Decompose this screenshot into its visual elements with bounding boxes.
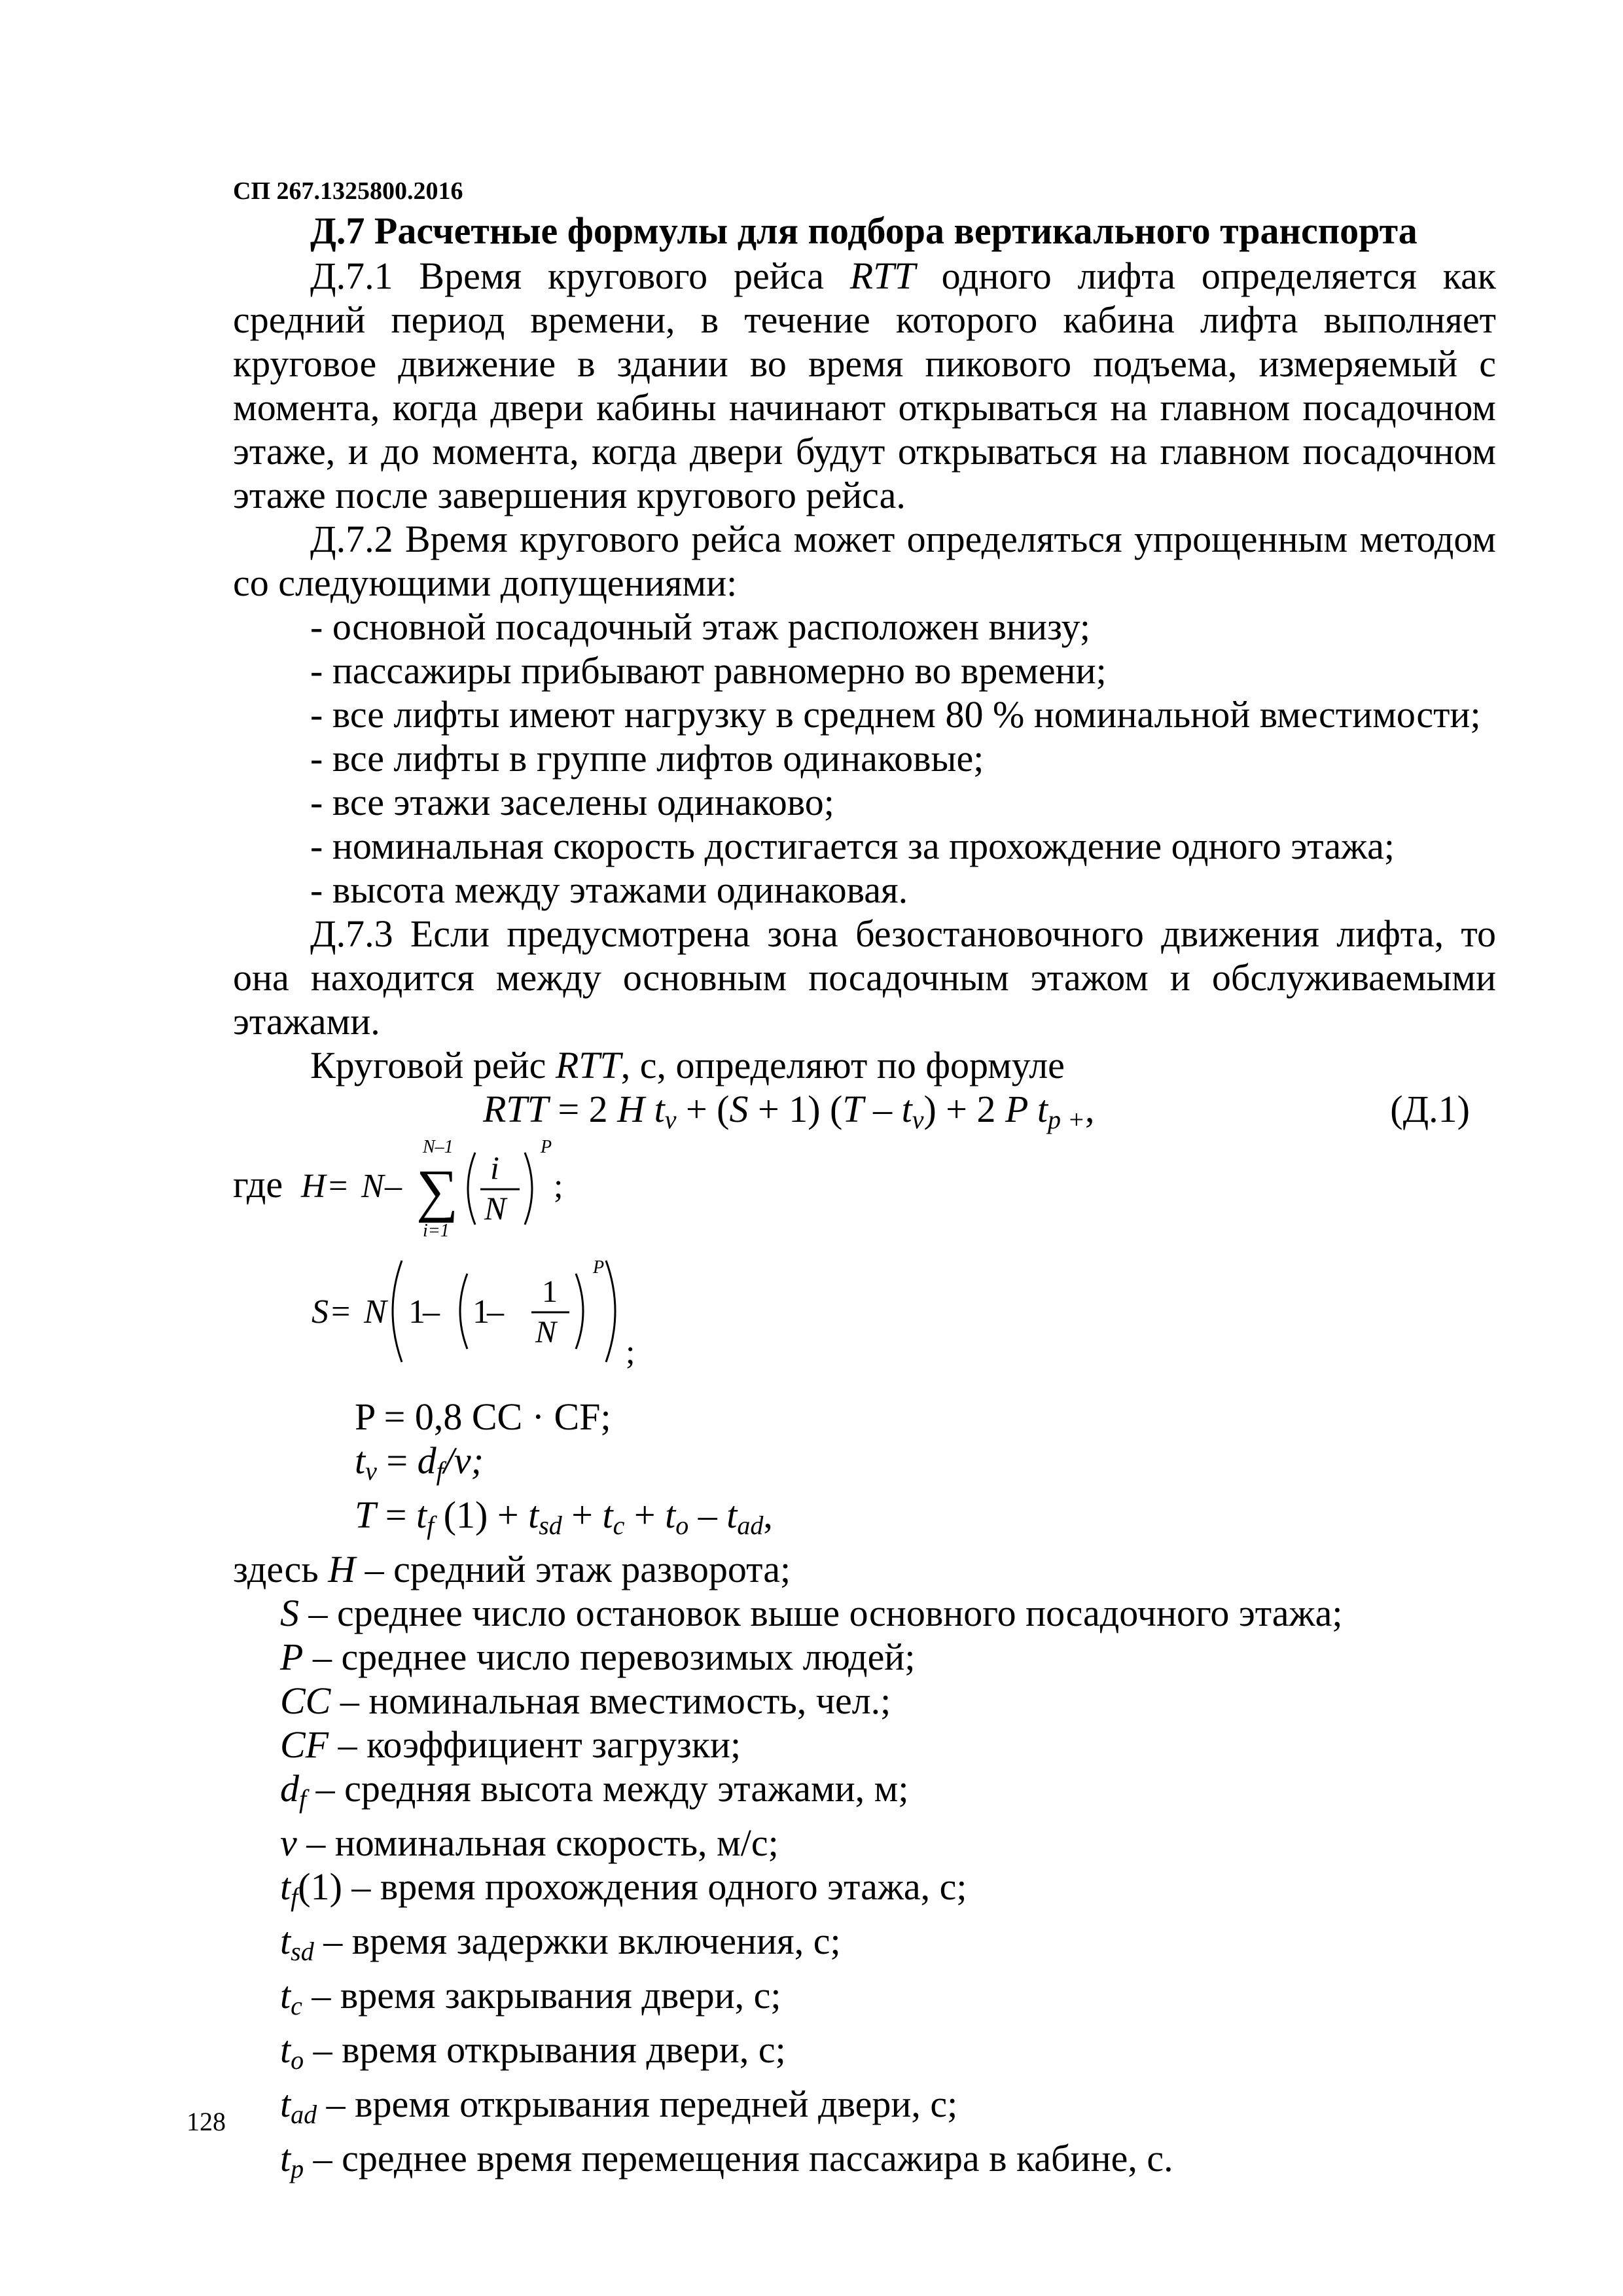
h-eq: = — [329, 1168, 348, 1205]
tv-formula — [355, 1439, 1618, 1493]
assumption-item: - основной посадочный этаж расположен внизу; — [310, 605, 1091, 648]
def-text: – время закрывания двери, с; — [302, 1974, 781, 2017]
formula-text: , — [1085, 1088, 1095, 1130]
assumption-item: - все лифты в группе лифтов одинаковые; — [310, 737, 984, 780]
def-text: – время открывания передней двери, с; — [317, 2083, 958, 2125]
h-exp: P — [541, 1137, 552, 1157]
T-text: + — [562, 1494, 603, 1536]
s-frac-num: 1 — [542, 1274, 558, 1309]
def-symbol: H — [328, 1548, 356, 1590]
paragraph-formula-intro — [233, 1043, 1496, 1087]
definitions-intro: здесь — [233, 1548, 329, 1590]
definition-item — [233, 1635, 1496, 1679]
h-paren-left — [468, 1153, 475, 1225]
def-symbol: v — [280, 1821, 297, 1864]
assumption-item: - все этажи заселены одинаково; — [310, 781, 834, 823]
tv-rest: /v; — [443, 1439, 484, 1482]
section-heading: Д.7 Расчетные формулы для подбора вертикального транспорта — [310, 209, 1418, 252]
T-t: t — [528, 1494, 539, 1536]
def-subscript: sd — [291, 1937, 314, 1966]
formula-sub: v — [664, 1105, 677, 1134]
def-text: (1) – время прохождения одного этажа, с; — [298, 1865, 967, 1908]
intro-text-a: Круговой рейс — [310, 1044, 556, 1086]
intro-text-b: , с, определяют по формуле — [620, 1044, 1065, 1086]
formula-text: + ( — [676, 1088, 730, 1130]
assumption-item: - высота между этажами одинаковая. — [310, 869, 908, 911]
h-n: N — [361, 1168, 384, 1205]
def-text: – средняя высота между этажами, м; — [306, 1767, 909, 1810]
s-minus-inner: – — [487, 1293, 504, 1331]
def-subscript: o — [291, 2045, 304, 2075]
s-paren-inner-left — [460, 1274, 467, 1349]
tv-dsub: f — [436, 1456, 444, 1486]
T-eq: = — [376, 1494, 416, 1536]
definition-item — [233, 1865, 1496, 1919]
sum-sign: ∑ — [416, 1158, 459, 1223]
definition-first — [233, 1547, 1496, 1591]
def-text: – время задержки включения, с; — [313, 1920, 841, 1962]
paragraph-d71 — [233, 254, 1496, 517]
where-formulas-svg — [233, 1133, 1496, 1395]
T-sub: ad — [737, 1511, 764, 1540]
def-text: – время открывания двери, с; — [304, 2028, 786, 2071]
h-minus: – — [385, 1168, 402, 1205]
tv-t: t — [355, 1439, 366, 1482]
T-t: t — [416, 1494, 427, 1536]
h-frac-den: N — [484, 1190, 507, 1227]
d71-text-a: Д.7.1 Время кругового рейса — [310, 255, 850, 297]
s-minus-outer: – — [423, 1293, 440, 1331]
def-text: – средний этаж разворота; — [355, 1548, 791, 1590]
rtt-symbol: RTT — [555, 1044, 621, 1086]
def-subscript: c — [291, 1991, 302, 2020]
standard-code: СП 267.1325800.2016 — [233, 177, 463, 205]
s-one: 1 — [408, 1293, 425, 1331]
def-subscript: f — [299, 1784, 307, 1814]
formula-sub: v — [912, 1105, 924, 1134]
s-tail: ; — [626, 1334, 635, 1371]
formula-h: H — [617, 1088, 645, 1130]
h-lhs: H — [301, 1168, 326, 1205]
page-body — [233, 208, 1496, 2191]
tv-d: d — [417, 1439, 437, 1482]
T-sub: f — [427, 1511, 435, 1540]
assumption-item: - все лифты имеют нагрузку в среднем 80 % номинальной вместимости; — [310, 693, 1481, 736]
s-paren-outer-left — [393, 1261, 402, 1362]
T-sub: c — [613, 1511, 625, 1540]
def-subscript: ad — [291, 2100, 317, 2129]
h-frac-num: i — [490, 1149, 499, 1186]
formula-d1-line — [233, 1087, 1496, 1133]
T-sub: o — [675, 1511, 689, 1540]
T-text: – — [688, 1494, 727, 1536]
where-label: где — [233, 1163, 283, 1206]
def-symbol: t — [280, 2137, 291, 2179]
equation-number: (Д.1) — [1390, 1088, 1470, 1130]
s-lhs: S — [312, 1293, 329, 1331]
definition-item — [233, 1723, 1496, 1767]
def-symbol: CF — [280, 1723, 329, 1766]
T-t: t — [726, 1494, 738, 1536]
def-symbol: t — [280, 2083, 291, 2125]
def-symbol: S — [280, 1592, 299, 1634]
definitions-list — [233, 1591, 1496, 2191]
def-symbol: d — [280, 1767, 299, 1810]
def-symbol: t — [280, 2028, 291, 2071]
def-text: – среднее время перемещения пассажира в кабине, с. — [304, 2137, 1173, 2179]
definition-item — [233, 2028, 1496, 2082]
def-symbol: t — [280, 1865, 291, 1908]
def-symbol: P — [280, 1636, 304, 1678]
T-text: + — [624, 1494, 666, 1536]
paragraph-d73: Д.7.3 Если предусмотрена зона безостановочного движения лифта, то она находится между основным посадочным этажом и обслуживаемыми этажами. — [233, 912, 1496, 1043]
definition-item — [233, 1591, 1496, 1635]
formula-sub: p + — [1048, 1105, 1086, 1134]
page-number: 128 — [187, 2107, 226, 2136]
definition-item — [233, 2082, 1496, 2136]
assumption-item: - номинальная скорость достигается за прохождение одного этажа; — [310, 825, 1395, 867]
s-eq: = — [331, 1293, 351, 1331]
s-paren-inner-right — [576, 1274, 583, 1349]
formula-T: T — [842, 1088, 864, 1130]
formula-p: P — [1005, 1088, 1028, 1130]
d71-text-b: одного лифта определяется как средний период времени, в течение которого кабина лифта выполняет круговое движение в здании во время пикового подъема, измеряемый с момента, когда двери кабины начинают открываться на главном посадочном этаже, и до момента, когда двери будут открываться на главном посадочном этаже после завершения кругового рейса. — [233, 255, 1496, 516]
def-symbol: t — [280, 1974, 291, 2017]
def-symbol: CC — [280, 1679, 331, 1722]
definition-item — [233, 2136, 1496, 2191]
def-subscript: p — [291, 2154, 304, 2183]
T-formula — [355, 1493, 1618, 1547]
p-formula: P = 0,8 CC · CF; — [355, 1395, 611, 1438]
tv-sub: v — [365, 1456, 377, 1486]
assumption-item: - пассажиры прибывают равномерно во времени; — [310, 649, 1107, 692]
definition-item — [233, 1973, 1496, 2028]
tv-eq: = — [376, 1439, 418, 1482]
h-sum-lower: i=1 — [423, 1221, 450, 1241]
s-paren-outer-right — [606, 1261, 615, 1362]
T-sub: sd — [539, 1511, 562, 1540]
s-one-inner: 1 — [473, 1293, 490, 1331]
s-exp: P — [593, 1257, 605, 1278]
T-t: t — [602, 1494, 613, 1536]
def-text: – среднее число остановок выше основного посадочного этажа; — [299, 1592, 1343, 1634]
formula-text: ) + 2 — [923, 1088, 1006, 1130]
def-text: – номинальная вместимость, чел.; — [330, 1679, 891, 1722]
formula-text: – — [863, 1088, 902, 1130]
where-block — [233, 1133, 1496, 1395]
def-subscript: f — [291, 1882, 298, 1912]
T-text: , — [763, 1494, 773, 1536]
formula-t: t — [654, 1088, 665, 1130]
definition-item — [233, 1919, 1496, 1973]
def-text: – коэффициент загрузки; — [329, 1723, 741, 1766]
formula-t: t — [901, 1088, 912, 1130]
formula-t: t — [1037, 1088, 1048, 1130]
def-text: – номинальная скорость, м/с; — [296, 1821, 779, 1864]
T-t: t — [665, 1494, 676, 1536]
s-frac-den: N — [535, 1315, 557, 1350]
formula-text: + 1) ( — [748, 1088, 843, 1130]
formula-text: = 2 — [548, 1088, 618, 1130]
h-tail: ; — [554, 1168, 563, 1205]
definition-item — [233, 1679, 1496, 1723]
def-text: – среднее число перевозимых людей; — [303, 1636, 916, 1678]
T-lhs: T — [355, 1494, 376, 1536]
rtt-symbol: RTT — [849, 255, 916, 297]
h-sum-upper: N–1 — [423, 1137, 454, 1157]
h-paren-right — [525, 1153, 532, 1225]
paragraph-d72: Д.7.2 Время кругового рейса может определяться упрощенным методом со следующими допущениями: — [233, 518, 1496, 604]
formula-s: S — [729, 1088, 749, 1130]
def-symbol: t — [280, 1920, 291, 1962]
definition-item — [233, 1767, 1496, 1821]
formula-rtt: RTT — [483, 1088, 548, 1130]
T-text: (1) + — [434, 1494, 529, 1536]
s-n: N — [364, 1293, 387, 1331]
definition-item — [233, 1821, 1496, 1865]
